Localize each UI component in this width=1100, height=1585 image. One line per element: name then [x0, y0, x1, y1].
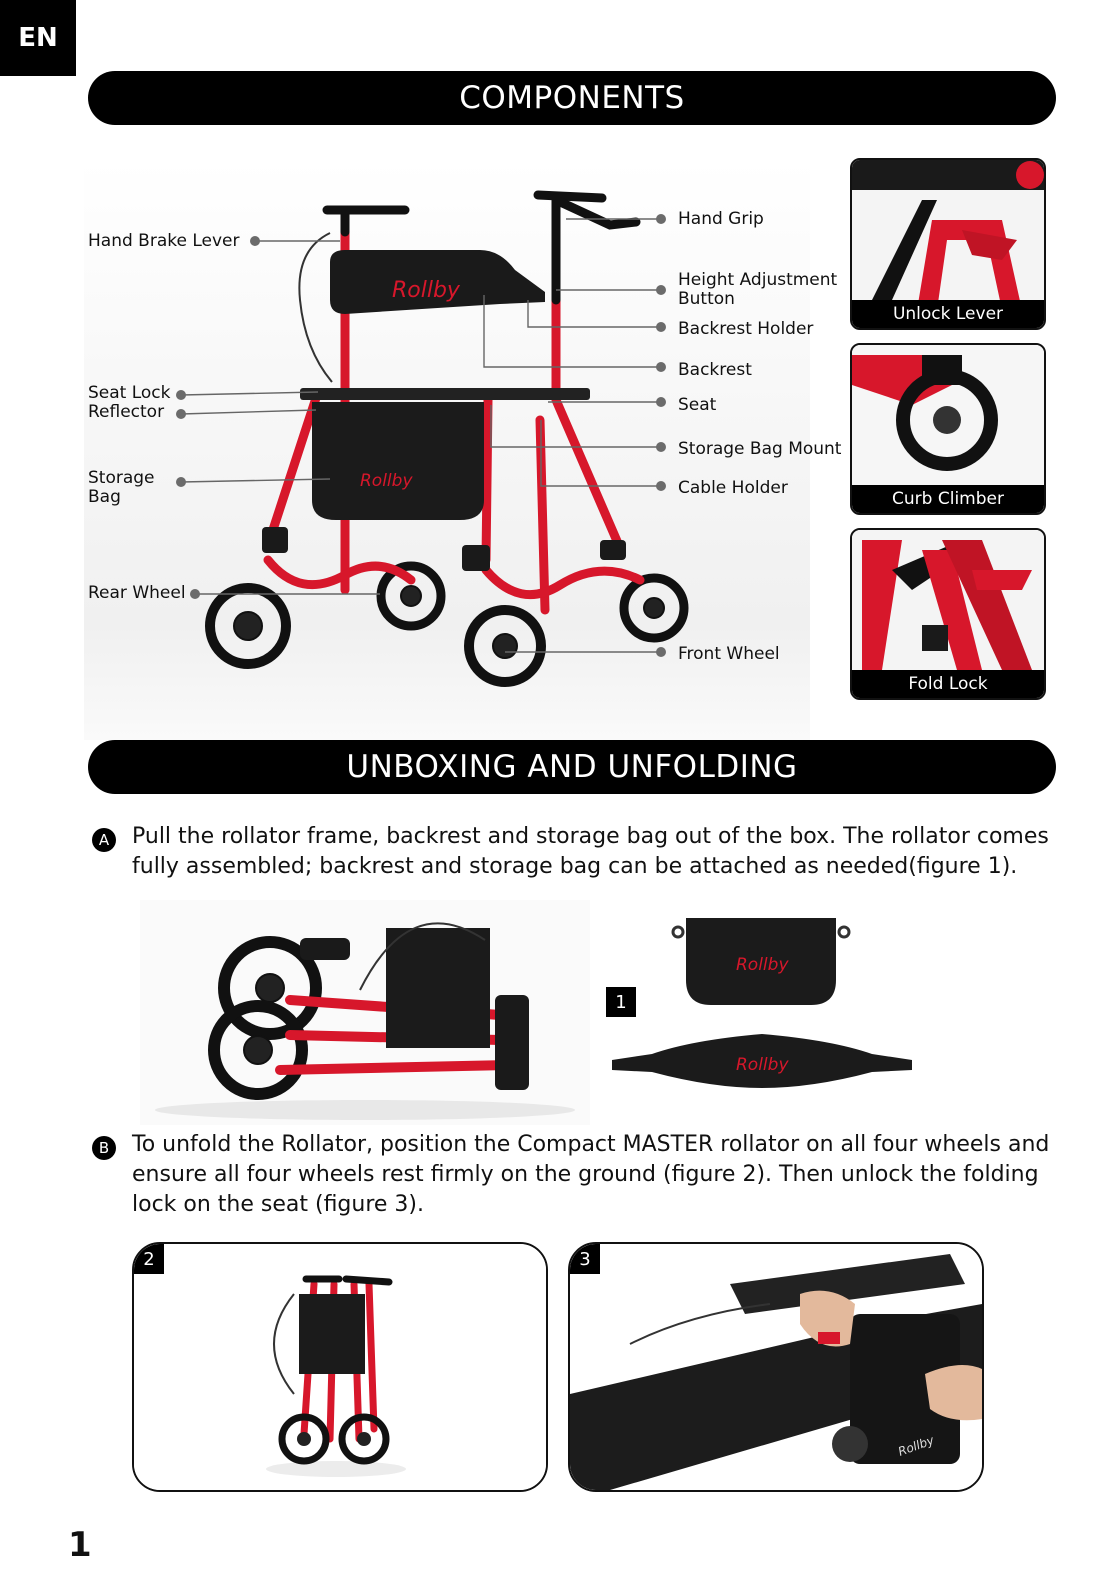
inset-caption-unlock-lever: Unlock Lever	[852, 300, 1044, 328]
label-backrest: Backrest	[678, 360, 752, 380]
figure-3-frame	[568, 1242, 984, 1492]
label-hand-grip: Hand Grip	[678, 209, 764, 229]
figure-2-number: 2	[134, 1244, 164, 1274]
step-b-text: To unfold the Rollator, position the Compact MASTER rollator on all four wheels and ensure all four wheels rest firmly on the ground (figure 2). Then unlock the folding lock on the seat (figure 3).	[132, 1132, 1050, 1217]
label-reflector: Reflector	[88, 402, 165, 422]
fold-lock-hand-photo	[570, 1244, 982, 1490]
figure-1-number: 1	[606, 987, 636, 1017]
inset-unlock-lever	[850, 158, 1046, 330]
label-storage-bag-mount: Storage Bag Mount	[678, 439, 842, 459]
step-a	[88, 822, 1048, 884]
storage-bag-logo: Rollby	[736, 955, 789, 975]
language-tab: EN	[0, 0, 76, 76]
figure-3-number: 3	[570, 1244, 600, 1274]
step-b	[88, 1130, 1048, 1222]
inset-fold-lock	[850, 528, 1046, 700]
label-backrest-holder: Backrest Holder	[678, 319, 814, 339]
step-a-text: Pull the rollator frame, backrest and storage bag out of the box. The rollator comes fully assembled; backrest and storage bag can be attached as needed(figure 1).	[132, 824, 1049, 879]
label-hand-brake-lever: Hand Brake Lever	[88, 231, 240, 251]
inset-curb-climber	[850, 343, 1046, 515]
folded-rollator-photo	[140, 900, 590, 1125]
label-storage: Storage	[88, 468, 155, 488]
folded-upright-rollator-photo	[134, 1244, 546, 1490]
label-seat: Seat	[678, 395, 717, 415]
inset-caption-curb-climber: Curb Climber	[852, 485, 1044, 513]
figure-2-frame	[132, 1242, 548, 1492]
backrest-pad-logo: Rollby	[736, 1055, 789, 1075]
label-cable-holder: Cable Holder	[678, 478, 788, 498]
step-a-badge: A	[92, 828, 116, 852]
unboxing-heading: UNBOXING AND UNFOLDING	[88, 740, 1056, 794]
label-seat-lock: Seat Lock	[88, 383, 171, 403]
label-rear-wheel: Rear Wheel	[88, 583, 186, 603]
inset-caption-fold-lock: Fold Lock	[852, 670, 1044, 698]
backrest-logo: Rollby	[392, 278, 460, 303]
backrest-pad-photo	[612, 1030, 912, 1090]
step-b-badge: B	[92, 1136, 116, 1160]
page-number: 1	[68, 1525, 92, 1565]
label-bag: Bag	[88, 487, 121, 507]
storage-bag-photo	[666, 910, 856, 1010]
bag-logo: Rollby	[360, 471, 413, 491]
components-heading: COMPONENTS	[88, 71, 1056, 125]
label-height-adjustment: Height Adjustment	[678, 270, 838, 290]
seat-logo: Rollby	[896, 1432, 936, 1459]
label-button: Button	[678, 289, 735, 309]
label-front-wheel: Front Wheel	[678, 644, 780, 664]
